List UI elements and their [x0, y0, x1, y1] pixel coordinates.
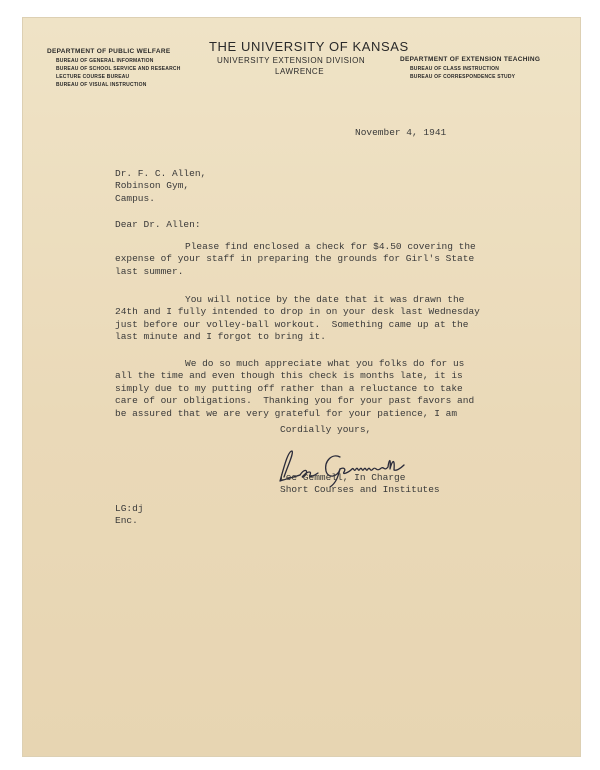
signer-name: Lee Gemmell, In Charge: [280, 472, 406, 483]
typist-initials: LG:dj: [115, 503, 144, 514]
division-name: UNIVERSITY EXTENSION DIVISION: [217, 56, 366, 65]
paragraph-line: Please find enclosed a check for $4.50 covering the: [185, 241, 476, 252]
bureau-item: BUREAU OF SCHOOL SERVICE AND RESEARCH: [56, 66, 181, 72]
paragraph-3: [115, 358, 474, 420]
paragraph-line: be assured that we are very grateful for your patience, I am: [115, 407, 458, 419]
address-line: Campus.: [115, 192, 155, 204]
enclosure-note: Enc.: [115, 515, 138, 526]
recipient-address: [115, 168, 206, 205]
salutation: Dear Dr. Allen:: [115, 219, 201, 230]
paragraph-line: care of our obligations. Thanking you for your past favors and: [115, 395, 475, 407]
signer-title: Short Courses and Institutes: [280, 484, 440, 495]
paragraph-2: [115, 294, 480, 344]
paragraph-line: expense of your staff in preparing the grounds for Girl's State: [115, 253, 475, 265]
paragraph-1: [115, 241, 476, 278]
paragraph-line: 24th and I fully intended to drop in on your desk last Wednesday: [115, 306, 480, 318]
paragraph-line: all the time and even though this check is months late, it is: [115, 370, 463, 382]
bureau-item: BUREAU OF GENERAL INFORMATION: [56, 58, 154, 64]
right-bureau-list: [410, 65, 515, 81]
letter-page: [22, 17, 581, 757]
university-title: THE UNIVERSITY OF KANSAS: [209, 39, 409, 54]
left-bureau-list: [56, 57, 181, 89]
city-name: LAWRENCE: [275, 67, 325, 76]
paragraph-line: just before our volley-ball workout. Something came up at the: [115, 318, 469, 330]
letter-date: November 4, 1941: [355, 127, 447, 138]
paragraph-line: We do so much appreciate what you folks do for us: [185, 358, 465, 369]
paragraph-line: last summer.: [115, 265, 184, 277]
bureau-item: LECTURE COURSE BUREAU: [56, 74, 130, 80]
bureau-item: BUREAU OF CORRESPONDENCE STUDY: [410, 74, 516, 80]
paragraph-line: You will notice by the date that it was drawn the: [185, 294, 465, 305]
bureau-item: BUREAU OF CLASS INSTRUCTION: [410, 66, 500, 72]
bureau-item: BUREAU OF VISUAL INSTRUCTION: [56, 82, 147, 88]
address-line: Dr. F. C. Allen,: [115, 168, 207, 179]
closing: Cordially yours,: [280, 424, 372, 435]
right-department: DEPARTMENT OF EXTENSION TEACHING: [400, 56, 541, 63]
paragraph-line: simply due to my putting off rather than a reluctance to take: [115, 382, 463, 394]
address-line: Robinson Gym,: [115, 180, 190, 192]
paragraph-line: last minute and I forgot to bring it.: [115, 331, 326, 343]
left-department: DEPARTMENT OF PUBLIC WELFARE: [47, 48, 171, 55]
